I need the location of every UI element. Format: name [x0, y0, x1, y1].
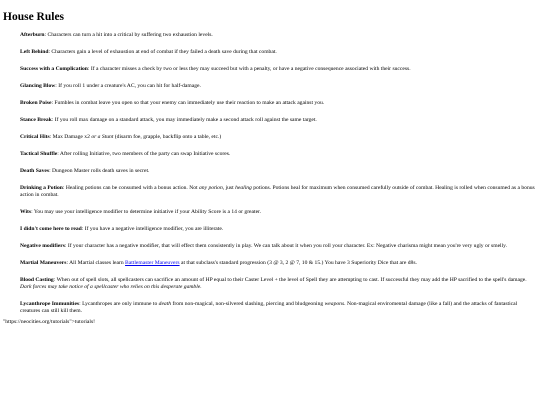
- rule-term: Success with a Complication: [20, 66, 88, 72]
- rule-left-behind: Left Behind: Characters gain a level of exhaustion at end of combat if they failed a death save during that combat.: [20, 49, 277, 55]
- rule-emphasis: or a Stunt: [91, 134, 114, 140]
- rule-emphasis: Dark forces may take notice of a spellcaster who relies on this desperate gamble.: [20, 283, 202, 290]
- page-title: House Rules: [3, 11, 65, 23]
- rule-tactical-shuffle: Tactical Shuffle: After rolling Initiative, two members of the party can swap Initiative scores.: [20, 151, 231, 157]
- rule-emphasis: healing: [235, 185, 252, 191]
- rule-text: Characters can turn a hit into a critical by suffering two exhaustion levels.: [47, 32, 213, 38]
- rule-didnt-come-to-read: I didn't come here to read: If you have a negative intelligence modifier, you are illiterate.: [20, 225, 224, 232]
- rule-term: Stance Break: [20, 117, 52, 123]
- rule-blood-casting: Blood Casting: When out of spell slots, all spellcasters can sacrifice an amount of HP equal to their Caster Level + the level of Spell they are attempting to cast. If successful they may add the HP sacrified to the spell's damage. Dark forces may take notice of a spellcaster who relies on this desperate gamble.: [20, 276, 527, 290]
- rule-death-saves: Death Saves: Dungeon Master rolls death saves in secret.: [20, 168, 150, 174]
- rule-term: Blood Casting: [20, 276, 54, 283]
- rule-term: Left Behind: [20, 49, 49, 55]
- rule-text: If you have a negative intelligence modifier, you are illiterate.: [84, 225, 224, 232]
- rule-emphasis: weapons: [324, 300, 345, 307]
- rule-text: Characters gain a level of exhaustion at end of combat if they failed a death save during that combat.: [51, 49, 277, 55]
- rules-list: [3, 32, 537, 315]
- rule-wits: Wits: You may use your intelligence modifier to determine initiative if your Ability Score is a 14 or greater.: [20, 208, 262, 215]
- battlemaster-maneuvers-link[interactable]: Battlemaster Maneuvers: [125, 259, 180, 266]
- rule-text: If you roll 1 under a creature's AC, you can hit for half-damage.: [58, 83, 201, 89]
- rule-term: Martial Maneuvers: [20, 259, 67, 266]
- rule-success-with-complication: Success with a Complication: If a character misses a check by two or less they may succeed but with a penalty, or have a negative consequence associated with their success.: [20, 66, 411, 72]
- rule-emphasis: death: [158, 300, 172, 307]
- rule-term: Broken Poise: [20, 100, 52, 106]
- rule-negative-modifiers: Negative modifiers: If your character has a negative modifier, that will effect them consistently in play. We can talk about it when you roll your character. Ex: Negative charisma might mean you're very ugly or smelly.: [20, 242, 507, 249]
- rule-emphasis: any potion: [199, 185, 223, 191]
- rule-term: Drinking a Potion: [20, 185, 63, 191]
- rule-stance-break: Stance Break: If you roll max damage on a standard attack, you may immediately make a second attack roll against the same target.: [20, 117, 317, 123]
- rule-critical-hits: Critical Hits: Max Damage x2 or a Stunt (disarm foe, grapple, backflip onto a table, etc.): [20, 134, 222, 140]
- rule-text: After rolling Initiative, two members of the party can swap Initiative scores.: [59, 151, 231, 157]
- rule-term: Wits: [20, 208, 32, 215]
- rule-text: If a character misses a check by two or less they may succeed but with a penalty, or have a negative consequence associated with their success.: [90, 66, 411, 72]
- rule-text: If your character has a negative modifier, that will effect them consistently in play. We can talk about it when you roll your character. Ex: Negative charisma might mean you're very ugly or smelly.: [67, 242, 507, 249]
- rule-text: If you roll max damage on a standard attack, you may immediately make a second attack roll against the same target.: [54, 117, 317, 123]
- rule-text: You may use your intelligence modifier to determine initiative if your Ability Score is a 14 or greater.: [33, 208, 262, 215]
- rule-text: Fumbles in combat leave you open so that your enemy can immediately use their reaction to make an attack against you.: [54, 100, 325, 106]
- rule-lycanthrope-immunities: Lycanthrope Immunities: Lycanthropes are only immune to death from non-magical, non-silvered slashing, piercing and bludgeoning weapons. Non-magical enviromental damage (like a fall) and the attacks of fantastical creatures can still kill them.: [20, 300, 518, 314]
- rule-term: Tactical Shuffle: [20, 151, 58, 157]
- rule-broken-poise: Broken Poise: Fumbles in combat leave you open so that your enemy can immediately use their reaction to make an attack against you.: [20, 100, 325, 106]
- rule-glancing-blow: Glancing Blow: If you roll 1 under a creature's AC, you can hit for half-damage.: [20, 83, 201, 89]
- rule-term: Lycanthrope Immunities: [20, 300, 80, 307]
- stray-markup-text: "https://neocities.org/tutorials">tutorials!: [3, 318, 95, 325]
- rule-term: Negative modifiers: [20, 242, 65, 249]
- rule-term: Critical Hits: [20, 134, 50, 140]
- rule-term: Glancing Blow: [20, 83, 56, 89]
- rule-term: Afterburn: [20, 32, 45, 38]
- rule-martial-maneuvers: Martial Maneuvers: All Martial classes learn Battlemaster Maneuvers at that subclass's standard progression (3 @ 3, 2 @ 7, 10 & 15.) You have 3 Superiority Dice that are d8s.: [20, 259, 417, 266]
- rule-term: I didn't come here to read: [20, 225, 82, 232]
- rule-afterburn: Afterburn: Characters can turn a hit into a critical by suffering two exhaustion levels.: [20, 32, 213, 38]
- rule-drinking-a-potion: Drinking a Potion: Healing potions can be consumed with a bonus action. Not any potion, just healing potions. Potions heal for maximum when consumed carefully outside of combat. Healing is rolled when consumed as a bonus action in combat.: [20, 185, 535, 198]
- rule-term: Death Saves: [20, 168, 50, 174]
- rule-text: Dungeon Master rolls death saves in secret.: [52, 168, 150, 174]
